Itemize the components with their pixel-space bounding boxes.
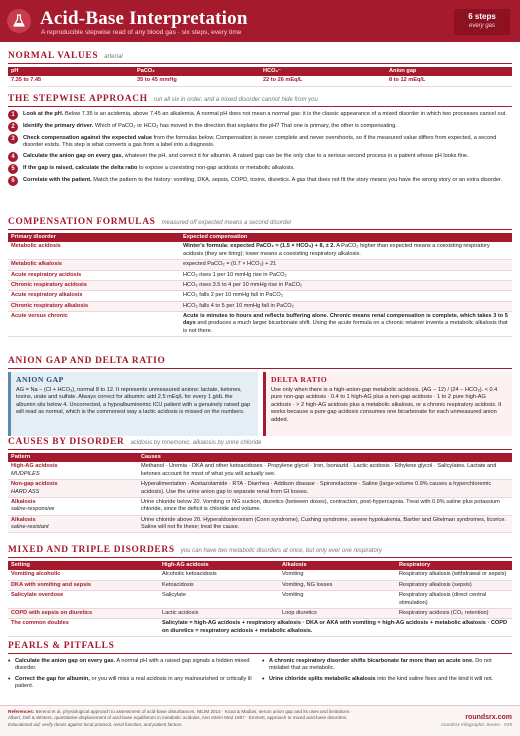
table-cell (180, 312, 512, 337)
table-cell: Acute versus chronic (8, 312, 180, 337)
pattern-mnemonic: HARD ASS (11, 488, 40, 495)
reference-line: Albert, Dell & Winters, quantitative displacement of acid-base equilibrium in metabolic acidosis, Ann Intern Med 1967 · Emmett, approach to mixed acid-base disorders. (8, 715, 348, 721)
box-text: Use only when there is a high-anion-gap metabolic acidosis. (AG − 12) / (24 − HCO₃). < 0.4 pure non-gap acidosis · 0.4 to 1 high-AG plus a non-gap acidosis · 1 to 2 pure high-AG acidosis · > 2 high-AG acidosis plus a metabolic alkalosis, or a chronic respiratory acidosis. It works because a pure gap acidosis consumes one bicarbonate for each unmeasured anion added. (271, 387, 502, 423)
pattern-name: Alkalosis (11, 516, 36, 523)
header-banner (0, 0, 520, 42)
section-title: NORMAL VALUES (8, 51, 99, 61)
pattern-mnemonic: MUDPILES (11, 470, 40, 477)
table-cell: DKA with vomiting and sepsis (8, 580, 159, 590)
pattern-name: High-AG acidosis (11, 463, 58, 470)
section-title: MIXED AND TRIPLE DISORDERS (8, 545, 175, 555)
divider (8, 229, 512, 230)
table-cell: Urine chloride above 20. Hyperaldosteronism (Conn syndrome), Cushing syndrome, severe hypokalemia, Bartter and Gitelman syndromes, licorice. Saline will not fix these; treat the cause. (138, 515, 512, 533)
divider (8, 653, 512, 654)
table-cell (8, 497, 138, 515)
divider (8, 557, 512, 558)
step-text: Match the pattern to the history: vomiting, DKA, sepsis, COPD, toxins, diuretics. A gas that does not fit the story means you have the wrong story or an extra disorder. (91, 176, 503, 183)
section-title: THE STEPWISE APPROACH (8, 94, 148, 104)
pattern-name: Alkalosis (11, 498, 36, 505)
box-title: ANION GAP (16, 375, 64, 384)
box-title: DELTA RATIO (271, 375, 328, 384)
table-cell: Metabolic alkalosis (8, 260, 180, 270)
table-cell: Respiratory acidosis (CO₂ retention) (396, 608, 512, 618)
table-header: Anion gap (386, 67, 512, 76)
table-cell: Ketoacidosis (159, 580, 279, 590)
pearl-item: • Calculate the anion gap on every gas. A normal pH with a raised gap signals a hidden mixed disorder. (8, 658, 250, 672)
pearls-left-column (8, 658, 258, 694)
table-header: Expected compensation (180, 233, 512, 242)
table-cell: Hyperalimentation · Acetazolamide · RTA · Diarrhea · Addison disease · Spironolactone · Saline (large-volume 0.9% causes a hyperchloremic acidosis). Use the urine anion gap to separate renal from GI losses. (138, 480, 512, 498)
table-cell: 22 to 26 mEq/L (260, 76, 386, 86)
table-cell: Vomiting (279, 570, 396, 580)
section-subtitle: run all six in order, and a mixed disorder cannot hide from you (153, 97, 318, 103)
section-subtitle: acidosis by mnemonic, alkalosis by urine chloride (130, 440, 262, 446)
divider (8, 106, 512, 107)
step-lead: Identify the primary driver. (23, 123, 94, 129)
table-cell: Methanol · Uremia · DKA and other ketoacidoses · Propylene glycol · Iron, Isoniazid · Lactic acidosis · Ethylene glycol · Salicylates. Lactate and ketones account for most of what you will actually see. (138, 462, 512, 479)
flask-icon (7, 9, 31, 33)
box-text: AG = Na − (Cl + HCO₃), normal 8 to 12. It represents unmeasured anions: lactate, ketones, toxins, urate and sulfate. Always correct for albumin: add 2.5 mEq/L for every 1 g/dL the albumin sits below 4. Uncorrected, a hypoalbuminemic ICU patient with a genuinely raised gap will read as normal, which is the commonest way a lactic acidosis is missed on the numbers. (16, 387, 251, 416)
step-text: whatever the pH, and correct it for albumin. A raised gap can be the only clue to a serious second process in a patient whose pH looks fine. (123, 152, 469, 159)
table-header: Pattern (8, 453, 138, 462)
step-text: Which of PaCO₂ or HCO₃ has moved in the direction that explains the pH? That one is primary, the other is compensating. (93, 123, 397, 129)
table-cell: Salicylate overdose (8, 591, 159, 609)
table-header: Causes (138, 453, 512, 462)
pattern-mnemonic: saline-responsive (11, 506, 55, 513)
table-cell: Metabolic acidosis (8, 242, 180, 259)
anion-gap-section (8, 355, 512, 436)
table-header: PaCO₂ (134, 67, 260, 76)
pearl-lead: Urine chloride splits metabolic alkalosis (269, 675, 376, 682)
step-number: 6 (8, 176, 18, 186)
pearl-lead: A chronic respiratory disorder shifts bicarbonate far more than an acute one. (269, 658, 474, 664)
site-link[interactable]: roundsrx.com (465, 714, 512, 721)
table-cell (180, 270, 512, 280)
pearl-item: • A chronic respiratory disorder shifts bicarbonate far more than an acute one. Do not mislabel that as metabolic. (262, 658, 492, 672)
table-header: Setting (8, 561, 159, 570)
section-subtitle: measured off expected means a second disorder (161, 220, 292, 226)
step-item (8, 152, 512, 162)
step-item (8, 176, 512, 186)
references-label: References: (8, 709, 35, 714)
pearl-item: • Urine chloride splits metabolic alkalosis into the kind saline fixes and the kind it will not. (262, 675, 494, 683)
cell-lead: Winter's formula: expected PaCO₂ = (1.5 × HCO₃) + 8, ± 2. (183, 243, 335, 250)
cell-text: expected PaCO₂ = (0.7 × HCO₃) + 21 (183, 261, 277, 268)
stepwise-approach-section (8, 93, 512, 188)
reference-line: Berend et al, physiological approach to assessment of acid-base disturbances, NEJM 2014 · Kraut & Madias, serum anion gap and its uses and limitations · (34, 709, 353, 714)
page-title: Acid-Base Interpretation (40, 8, 248, 29)
pearl-text: Do not mislabel that as metabolic. (269, 658, 492, 672)
pearl-lead: Correct the gap for albumin, (15, 675, 90, 682)
step-text: to expose a coexisting non-gap acidosis or metabolic alkalosis. (137, 164, 295, 171)
table-cell: Vomiting, NG losses (279, 580, 396, 590)
pearl-lead: Calculate the anion gap on every gas. (15, 658, 116, 664)
mixed-disorders-table (8, 561, 512, 637)
table-cell: The common doubles (8, 619, 159, 637)
series-label: roundsrx Infographic Series · #35 (441, 723, 512, 728)
pattern-mnemonic: saline-resistant (11, 524, 49, 530)
step-item (8, 164, 512, 174)
causes-section (8, 436, 512, 533)
page-subtitle: A reproducible stepwise read of any blood gas · six steps, every time (41, 29, 242, 36)
cell-text: HCO₃ falls 4 to 5 per 10 mmHg fall in PaCO₂ (183, 302, 294, 309)
table-cell: Vomiting alcoholic (8, 570, 159, 580)
anion-gap-box (8, 372, 258, 436)
table-cell (180, 242, 512, 259)
table-cell (180, 291, 512, 301)
table-cell: Respiratory alkalosis (direct central stimulation) (396, 591, 512, 609)
table-cell: Chronic respiratory alkalosis (8, 301, 180, 311)
step-text: from the formulas below. Compensation is never complete and never overshoots, so if the measured value differs from expected, a second disorder exists. This step is what converts a gas from a label into a diagnosis. (23, 135, 497, 149)
section-title: PEARLS & PITFALLS (8, 641, 115, 651)
table-cell: Respiratory alkalosis (sepsis) (396, 580, 512, 590)
footer (0, 705, 520, 736)
table-cell (8, 480, 138, 498)
badge-steps: 6 steps (468, 12, 496, 21)
cell-text: and produces a much larger bicarbonate shift. Using the acute formula on a chronic retainer invents a metabolic alkalosis that is not there. (183, 320, 508, 334)
table-header: pH (8, 67, 134, 76)
step-item (8, 110, 512, 120)
section-title: COMPENSATION FORMULAS (8, 217, 156, 227)
table-cell: Chronic respiratory acidosis (8, 280, 180, 290)
causes-table (8, 453, 512, 533)
step-lead: Correlate with the patient. (23, 176, 92, 183)
table-cell (8, 462, 138, 479)
table-cell: Loop diuretics (279, 608, 396, 618)
normal-values-table (8, 67, 512, 87)
table-cell: COPD with sepsis on diuretics (8, 608, 159, 618)
table-header: Respiratory (396, 561, 512, 570)
pearl-text: into the kind saline fixes and the kind it will not. (375, 675, 494, 682)
pattern-name: Non-gap acidosis (11, 481, 58, 488)
cell-text: A PaCO₂ higher than expected means a coexisting respiratory acidosis (they are tiring); lower means a coexisting respiratory alkalosis. (183, 243, 490, 257)
step-text: Below 7.35 is an acidemia, above 7.45 an alkalemia. A normal pH does not mean a normal gas: it is the classic appearance of a mixed disorder in which two processes cancel out. (63, 111, 507, 117)
table-cell: Acute respiratory alkalosis (8, 291, 180, 301)
references (8, 709, 428, 728)
normal-values-section (8, 50, 512, 87)
step-item (8, 122, 512, 132)
steps-badge (454, 9, 510, 35)
table-header: High-AG acidosis (159, 561, 279, 570)
pearls-section (8, 640, 512, 702)
disclaimer: Educational aid; verify doses against local protocol, renal function, and patient factors. (8, 721, 183, 727)
section-title: ANION GAP AND DELTA RATIO (8, 356, 166, 366)
table-header: Primary disorder (8, 233, 180, 242)
table-header: HCO₃⁻ (260, 67, 386, 76)
cell-text: HCO₃ rises 1 per 10 mmHg rise in PaCO₂ (183, 271, 287, 278)
delta-ratio-box (263, 372, 512, 436)
section-subtitle: you can have two metabolic disorders at once, but only ever one respiratory (180, 548, 382, 554)
compensation-table (8, 233, 512, 337)
step-number: 1 (8, 110, 18, 120)
table-cell: Vomiting (279, 591, 396, 609)
step-number: 4 (8, 152, 18, 162)
table-cell (180, 260, 512, 270)
step-list (8, 110, 512, 186)
step-number: 5 (8, 164, 18, 174)
step-lead: Check compensation against the expected value (23, 135, 153, 141)
cell-text: HCO₃ rises 3.5 to 4 per 10 mmHg rise in PaCO₂ (183, 281, 303, 288)
cell-text: HCO₃ falls 2 per 10 mmHg fall in PaCO₂ (183, 292, 283, 299)
step-lead: Look at the pH. (23, 111, 64, 117)
section-title: CAUSES BY DISORDER (8, 437, 125, 447)
table-cell: 35 to 45 mmHg (134, 76, 260, 86)
step-number: 2 (8, 122, 18, 132)
step-lead: If the gap is raised, calculate the delta ratio (23, 164, 138, 171)
table-cell: 8 to 12 mEq/L (386, 76, 512, 86)
pearls-right-column (262, 658, 512, 687)
step-number: 3 (8, 134, 18, 144)
step-item (8, 134, 512, 150)
table-cell (8, 515, 138, 533)
pearl-text: or you will miss a real acidosis in any malnourished or critically ill patient. (15, 675, 252, 690)
divider (8, 368, 512, 369)
table-cell: 7.35 to 7.45 (8, 76, 134, 86)
table-cell (180, 301, 512, 311)
divider (8, 63, 512, 64)
cell-lead: Acute is minutes to hours and reflects buffering alone. Chronic means renal compensation is complete, which takes 3 to 5 days (183, 313, 508, 327)
divider (8, 449, 512, 450)
table-header: Alkalosis (279, 561, 396, 570)
table-cell: Salicylate = high-AG acidosis + respiratory alkalosis · DKA or AKA with vomiting = high-AG acidosis + metabolic alkalosis · COPD on diuretics = respiratory acidosis + metabolic alkalosis. (159, 619, 512, 637)
compensation-section (8, 216, 512, 337)
table-cell: Salicylate (159, 591, 279, 609)
table-cell: Respiratory alkalosis (withdrawal or sepsis) (396, 570, 512, 580)
table-cell: Acute respiratory acidosis (8, 270, 180, 280)
pearl-text: A normal pH with a raised gap signals a hidden mixed disorder. (15, 658, 250, 672)
table-cell: Lactic acidosis (159, 608, 279, 618)
section-subtitle: arterial (104, 54, 123, 60)
pearl-item: • Correct the gap for albumin, or you will miss a real acidosis in any malnourished or critically ill patient. (8, 675, 252, 690)
mixed-disorders-section (8, 544, 512, 637)
badge-sub: every gas (468, 22, 495, 29)
table-cell: Alcoholic ketoacidosis (159, 570, 279, 580)
table-cell (180, 280, 512, 290)
step-lead: Calculate the anion gap on every gas, (23, 152, 124, 159)
table-cell: Urine chloride below 20. Vomiting or NG suction, diuretics (between doses), contraction, post-hypercapnia. Treat with 0.9% saline plus potassium chloride, since the deficit is chloride and volume. (138, 497, 512, 515)
